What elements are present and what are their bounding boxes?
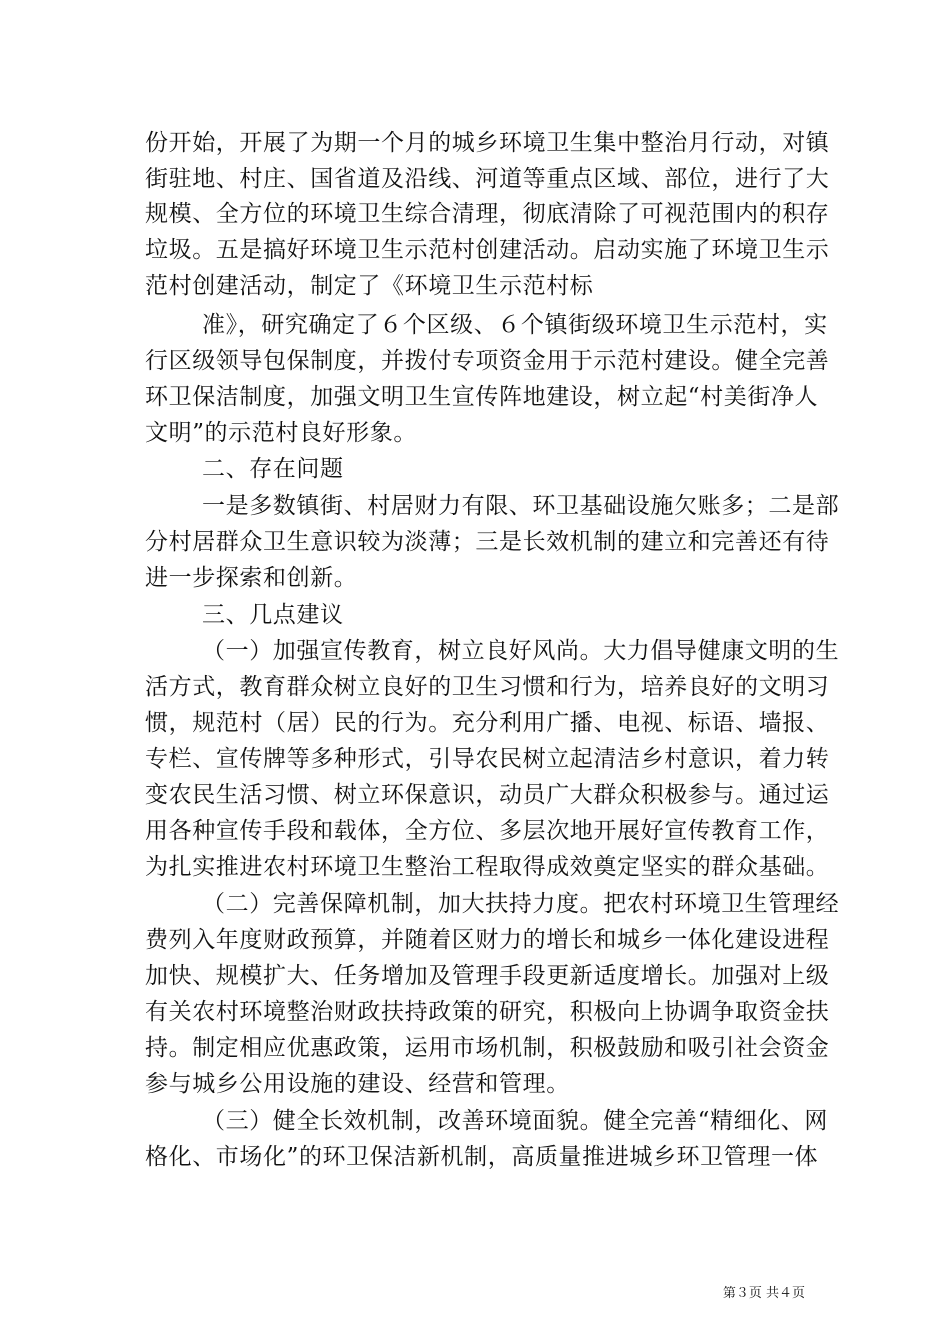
text-line: （一）加强宣传教育，树立良好风尚。大力倡导健康文明的生 (202, 638, 840, 664)
text-line: 街驻地、村庄、国省道及沿线、河道等重点区域、部位，进行了大 (145, 166, 830, 192)
text-line: 费列入年度财政预算，并随着区财力的增长和城乡一体化建设进程 (145, 927, 830, 953)
text-line: 准》，研究确定了６个区级、６个镇街级环境卫生示范村，实 (202, 312, 828, 338)
text-line: 持。制定相应优惠政策，运用市场机制，积极鼓励和吸引社会资金 (145, 1035, 830, 1061)
text-line: 活方式，教育群众树立良好的卫生习惯和行为，培养良好的文明习 (145, 674, 830, 700)
text-line: 惯，规范村（居）民的行为。充分利用广播、电视、标语、墙报、 (145, 710, 830, 736)
text-line: 加快、规模扩大、任务增加及管理手段更新适度增长。加强对上级 (145, 963, 830, 989)
text-line: 进一步探索和创新。 (145, 565, 358, 591)
text-line: 参与城乡公用设施的建设、经营和管理。 (145, 1071, 570, 1097)
text-line: 有关农村环境整治财政扶持政策的研究，积极向上协调争取资金扶 (145, 999, 830, 1025)
text-line: 规模、全方位的环境卫生综合清理，彻底清除了可视范围内的积存 (145, 201, 830, 227)
page-number: 第３页 共４页 (722, 1286, 805, 1301)
text-line: 文明”的示范村良好形象。 (145, 420, 417, 446)
text-line: 格化、市场化”的环卫保洁新机制，高质量推进城乡环卫管理一体 (145, 1144, 819, 1170)
text-line: 一是多数镇街、村居财力有限、环卫基础设施欠账多；二是部 (202, 493, 840, 519)
section-heading: 二、存在问题 (202, 456, 344, 482)
text-line: 专栏、宣传牌等多种形式，引导农民树立起清洁乡村意识，着力转 (145, 746, 830, 772)
text-line: 变农民生活习惯、树立环保意识，动员广大群众积极参与。通过运 (145, 782, 830, 808)
text-line: 为扎实推进农村环境卫生整治工程取得成效奠定坚实的群众基础。 (145, 854, 830, 880)
text-line: 份开始，开展了为期一个月的城乡环境卫生集中整治月行动，对镇 (145, 130, 830, 156)
text-line: 垃圾。五是搞好环境卫生示范村创建活动。启动实施了环境卫生示 (145, 237, 830, 263)
text-line: 用各种宣传手段和载体，全方位、多层次地开展好宣传教育工作， (145, 818, 830, 844)
text-line: 分村居群众卫生意识较为淡薄；三是长效机制的建立和完善还有待 (145, 529, 830, 555)
text-line: （二）完善保障机制，加大扶持力度。把农村环境卫生管理经 (202, 891, 840, 917)
text-line: （三）健全长效机制，改善环境面貌。健全完善“精细化、网 (202, 1108, 828, 1134)
text-line: 行区级领导包保制度，并拨付专项资金用于示范村建设。健全完善 (145, 348, 830, 374)
text-line: 范村创建活动，制定了《环境卫生示范村标 (145, 273, 594, 299)
text-line: 环卫保洁制度，加强文明卫生宣传阵地建设，树立起“村美街净人 (145, 384, 819, 410)
section-heading: 三、几点建议 (202, 602, 344, 628)
